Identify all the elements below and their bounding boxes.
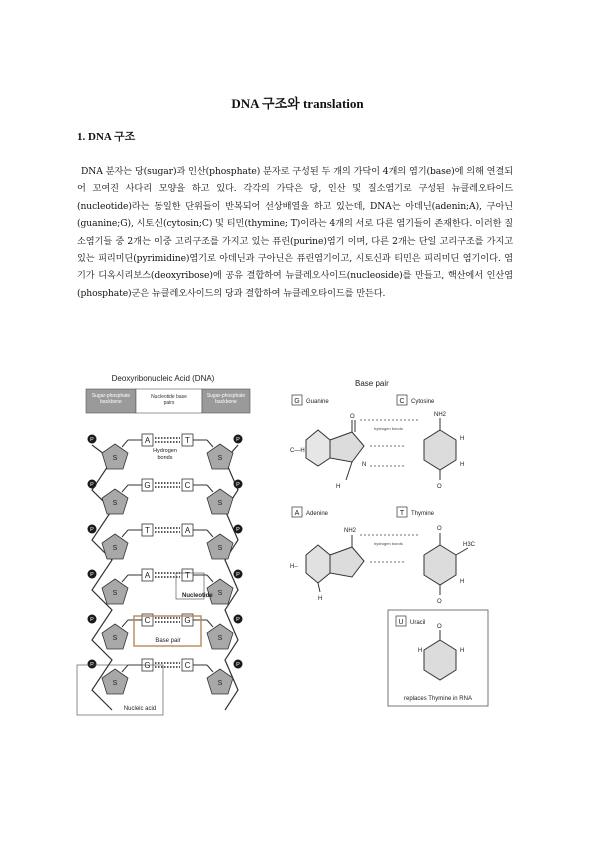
section-heading: 1. DNA 구조 <box>77 131 136 143</box>
uracil-h-left: H <box>418 648 423 654</box>
sugar-right-label: S <box>217 500 223 507</box>
guanine-o: O <box>350 414 355 420</box>
phosphate-right-label: P <box>236 662 240 668</box>
base-right-letter: T <box>185 571 190 580</box>
uracil-caption: replaces Thymine in RNA <box>404 696 472 702</box>
sugar-right-label: S <box>217 680 223 687</box>
phosphate-left-label: P <box>90 572 94 578</box>
cytosine-h-2: H <box>460 462 465 468</box>
base-right-letter: G <box>184 616 191 625</box>
base-left-letter: G <box>144 661 151 670</box>
gc-hydrogen-bonds-label: hydrogen bonds <box>374 426 403 431</box>
thymine-letter: T <box>399 510 405 517</box>
thymine-molecule <box>424 526 476 605</box>
cytosine-label: Cytosine <box>411 399 435 405</box>
guanine-n: N <box>362 462 367 468</box>
gc-hydrogen-bonds <box>360 420 418 466</box>
base-pair-label: Base pair <box>155 638 181 644</box>
guanine-h: H <box>336 484 341 490</box>
left-band-label: Sugar-phosphate backbone <box>91 393 131 405</box>
thymine-ch3: H3C <box>463 542 476 548</box>
sugar-left-label: S <box>112 590 118 597</box>
sugar-right-label: S <box>217 590 223 597</box>
at-hydrogen-bonds <box>360 535 418 562</box>
uracil-label: Uracil <box>410 620 426 626</box>
sugar-right-label: S <box>217 635 223 642</box>
adenine-h-left: H– <box>290 564 298 570</box>
base-right-letter: C <box>184 661 191 670</box>
nucleic-acid-label: Nucleic acid <box>123 706 157 712</box>
right-band-label: Sugar-phosphate backbone <box>206 393 246 405</box>
thymine-h: H <box>460 579 465 585</box>
phosphate-right-label: P <box>236 482 240 488</box>
phosphate-left-label: P <box>90 617 94 623</box>
phosphate-right-label: P <box>236 572 240 578</box>
body-paragraph: DNA 분자는 당(sugar)과 인산(phosphate) 분자로 구성된 두 개의 가닥이 4개의 염기(base)에 의해 연결되어 꼬여진 사다리 모양을 하고 있다. 각각의 가닥은 당, 인산 및 질소염기로 구성된 뉴클레오타이드(nucleotide)라는 동일한 단위들이 반복되어 선상배열을 하고 있는데, DNA는 아데닌(adenin;A), 구아닌(guanine;G), 시토신(cytosin;C) 및 티민(thymine; T)이라는 4개의 서로 다른 염기들이 존재한다. 이러한 질소염기들 중 2개는 이중 고리구조를 가지고 있는 퓨린(purine)염기 이며, 다른 2개는 단일 고리구조를 가지고 있는 피리미딘(pyrimidine)염기로 아데닌과 구아닌은 퓨린염기이고, 시토신과 티민은 피리미딘 염기이다. 염기가 디옥시리보스(deoxyribose)에 공유 결합하여 뉴클레오사이드(nucleoside)를 만들고, 핵산에서 인산염(phosphate)군은 뉴클레오사이드의 당과 결합하여 뉴클레오타이드를 만든다. <box>77 166 513 299</box>
guanine-label: Guanine <box>306 399 329 405</box>
sugar-left-label: S <box>112 680 118 687</box>
base-right-letter: A <box>184 526 191 535</box>
cytosine-molecule <box>424 412 464 490</box>
adenine-nh2: NH2 <box>344 528 357 534</box>
thymine-label: Thymine <box>411 511 435 517</box>
base-right-letter: T <box>185 436 190 445</box>
adenine-label: Adenine <box>306 511 329 517</box>
guanine-c-h: C—H <box>290 448 305 454</box>
phosphate-right-label: P <box>236 437 240 443</box>
hydrogen-bonds-label: Hydrogen bonds <box>153 448 177 461</box>
adenine-letter: A <box>294 510 300 517</box>
guanine-molecule <box>290 414 366 490</box>
sugar-left-label: S <box>112 545 118 552</box>
cytosine-nh2: NH2 <box>434 412 447 418</box>
sugar-left-label: S <box>112 635 118 642</box>
phosphate-left-label: P <box>90 662 94 668</box>
sugar-left-label: S <box>112 455 118 462</box>
phosphate-left-label: P <box>90 482 94 488</box>
uracil-letter: U <box>398 619 404 626</box>
sugar-left-label: S <box>112 500 118 507</box>
base-left-letter: A <box>144 436 151 445</box>
base-right-letter: C <box>184 481 191 490</box>
mid-band-label: Nucleotide base pairs <box>151 394 187 406</box>
phosphate-left-label: P <box>90 437 94 443</box>
uracil-h-right: H <box>460 648 465 654</box>
guanine-letter: G <box>294 398 300 405</box>
uracil-o-top: O <box>437 624 442 630</box>
sugar-right-label: S <box>217 545 223 552</box>
document-title: DNA 구조와 translation <box>231 96 364 111</box>
base-left-letter: C <box>144 616 151 625</box>
phosphate-left-label: P <box>90 527 94 533</box>
adenine-molecule <box>290 528 364 602</box>
base-left-letter: A <box>144 571 151 580</box>
nucleotide-label: Nucleotide <box>182 593 213 599</box>
cytosine-o: O <box>437 484 442 490</box>
thymine-o-top: O <box>437 526 442 532</box>
dna-figure-title: Deoxyribonucleic Acid (DNA) <box>111 374 215 383</box>
base-pair-title: Base pair <box>355 379 389 388</box>
at-hydrogen-bonds-label: hydrogen bonds <box>374 541 403 546</box>
cytosine-h-1: H <box>460 436 465 442</box>
base-left-letter: T <box>145 526 150 535</box>
phosphate-right-label: P <box>236 617 240 623</box>
thymine-o-bottom: O <box>437 599 442 605</box>
adenine-h-bottom: H <box>318 596 323 602</box>
base-left-letter: G <box>144 481 151 490</box>
phosphate-right-label: P <box>236 527 240 533</box>
sugar-right-label: S <box>217 455 223 462</box>
cytosine-letter: C <box>399 398 405 405</box>
